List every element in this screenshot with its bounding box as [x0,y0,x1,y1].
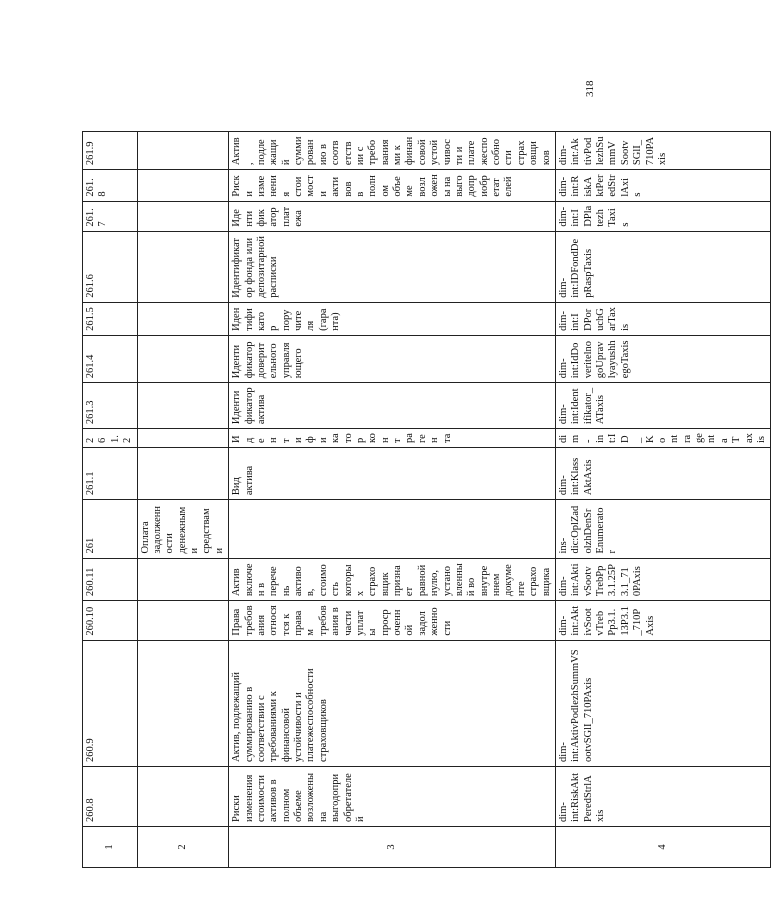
cell-name [137,231,229,302]
column-header: 2 [137,826,229,867]
row-code [555,61,770,868]
cell-name [137,640,229,766]
cell-name [137,766,229,826]
cell-id: 261.4 [83,335,138,382]
cell-id: 261.3 [83,383,138,429]
column-header: 3 [229,826,556,867]
row-name [137,61,229,868]
cell-code: dim-int:RiskAktPeredStrlAxis [555,766,770,826]
cell-name: Оплата задолженности денежными средствами [137,500,229,558]
cell-code: dim-int:AktivPodlezhSummVSootvSGlI_710PAxis [555,640,770,766]
table-body [83,61,771,868]
column-header: 1 [83,826,138,867]
cell-name [137,335,229,382]
cell-description: Идентификатор поручителя (гаранта) [229,302,556,335]
cell-description: Риски изменения стоимости активов в полном объеме возложены на выгодоприобретателей [229,170,556,202]
cell-name [137,132,229,170]
cell-description: Идентификатор актива [229,383,556,429]
cell-id: 261.6 [83,231,138,302]
cell-name [137,201,229,231]
cell-code: dim-int:IDPlatezhTaxis [555,201,770,231]
cell-code: dim-int:ID_KontragentaTaxis [555,429,770,448]
cell-id: 261.2 [83,429,138,448]
page-number: 318 [584,80,596,98]
column-header: 4 [555,826,770,867]
cell-name [137,448,229,500]
row-description [229,61,556,868]
attributes-table [82,60,771,868]
cell-id: 261 [83,500,138,558]
cell-code: dim-int:AktivPodlezhSummVSootvSGlI_710PAxis [555,132,770,170]
cell-description: Идентификатор доверительного управляющего [229,335,556,382]
cell-id: 261.7 [83,201,138,231]
cell-id: 260.10 [83,601,138,640]
cell-code: dim-int:KlassAktAxis [555,448,770,500]
cell-code: dim-int:RiskAktPeredStrlAxis [555,170,770,202]
cell-name [137,558,229,601]
cell-name [137,383,229,429]
cell-name [137,170,229,202]
cell-id: 261.9 [83,132,138,170]
cell-description: Идентификатор контрагента [229,429,556,448]
cell-id: 261.1 [83,448,138,500]
cell-name [137,429,229,448]
cell-code: dim-int:AktivSootvTrebPp3.1.13P3.1_710PAxis [555,601,770,640]
cell-name [137,302,229,335]
cell-code: dim-int:IDPoruchGarTaxis [555,302,770,335]
cell-description: Риски изменения стоимости активов в полном объеме возложены на выгодоприобретателей [229,766,556,826]
cell-id: 261.8 [83,170,138,202]
cell-code: dim-int:Identifikator_ATaxis [555,383,770,429]
cell-description: Актив, подлежащий суммированию в соответствии с требованиями к финансовой устойчивости и платежеспособности страховщиков [229,132,556,170]
cell-description: Идентификатор платежа [229,201,556,231]
cell-description: Права требования относятся к правам требования в части уплаты просроченной задолженности [229,601,556,640]
cell-id: 260.8 [83,766,138,826]
cell-description: Актив включен в перечень активов, стоимость которых страховщик признает равной нулю, установленный во внутреннем документе страховщика [229,558,556,601]
cell-id: 261.5 [83,302,138,335]
cell-id: 260.11 [83,558,138,601]
cell-code: dim-int:AktivSootvTrebPp3.1.25P3.1_710PAxis [555,558,770,601]
row-id [83,61,138,868]
cell-id: 260.9 [83,640,138,766]
cell-description: Вид актива [229,448,556,500]
cell-description: Актив, подлежащий суммированию в соответствии с требованиями к финансовой устойчивости и платежеспособности страховщиков [229,640,556,766]
cell-code: dim-int:IDFondDepRaspTaxis [555,231,770,302]
cell-name [137,601,229,640]
cell-code: ins-dic:OplZadolzhDenSrEnumerator [555,500,770,558]
cell-code: dim-int:IdDoveritelnogoUpravlyayushhegoTaxis [555,335,770,382]
cell-description [229,500,556,558]
cell-description: Идентификатор фонда или депозитарной расписки [229,231,556,302]
